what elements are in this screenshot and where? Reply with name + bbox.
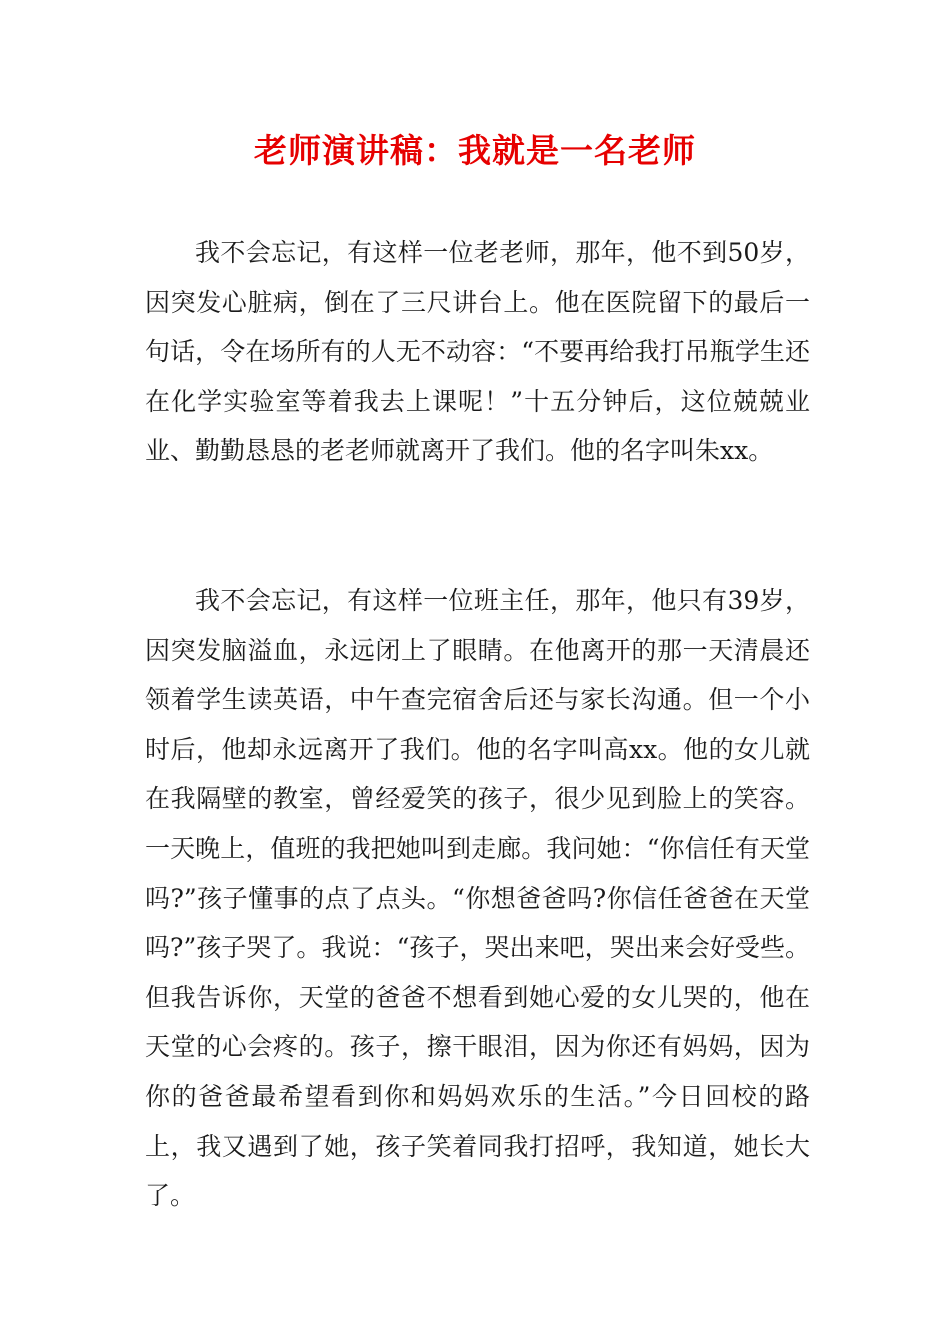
paragraph-1: 我不会忘记，有这样一位老老师，那年，他不到50岁，因突发心脏病，倒在了三尺讲台上。他在医院留下的最后一句话，令在场所有的人无不动容：“不要再给我打吊瓶学生还在化学实验室等着我去上课呢！”十五分钟后，这位兢兢业业、勤勤恳恳的老老师就离开了我们。他的名字叫朱xx。 [145, 238, 810, 466]
paragraph-2: 我不会忘记，有这样一位班主任，那年，他只有39岁，因突发脑溢血，永远闭上了眼睛。在他离开的那一天清晨还领着学生读英语，中午查完宿舍后还与家长沟通。但一个小时后，他却永远离开了我们。他的名字叫高xx。他的女儿就在我隔壁的教室，曾经爱笑的孩子，很少见到脸上的笑容。一天晚上，值班的我把她叫到走廊。我问她：“你信任有天堂吗?”孩子懂事的点了点头。“你想爸爸吗?你信任爸爸在天堂吗?”孩子哭了。我说：“孩子，哭出来吧，哭出来会好受些。但我告诉你，天堂的爸爸不想看到她心爱的女儿哭的，他在天堂的心会疼的。孩子，擦干眼泪，因为你还有妈妈，因为你的爸爸最希望看到你和妈妈欢乐的生活。”今日回校的路上，我又遇到了她，孩子笑着同我打招呼，我知道，她长大了。 [145, 586, 810, 1211]
document-title: 老师演讲稿：我就是一名老师 [254, 131, 696, 170]
